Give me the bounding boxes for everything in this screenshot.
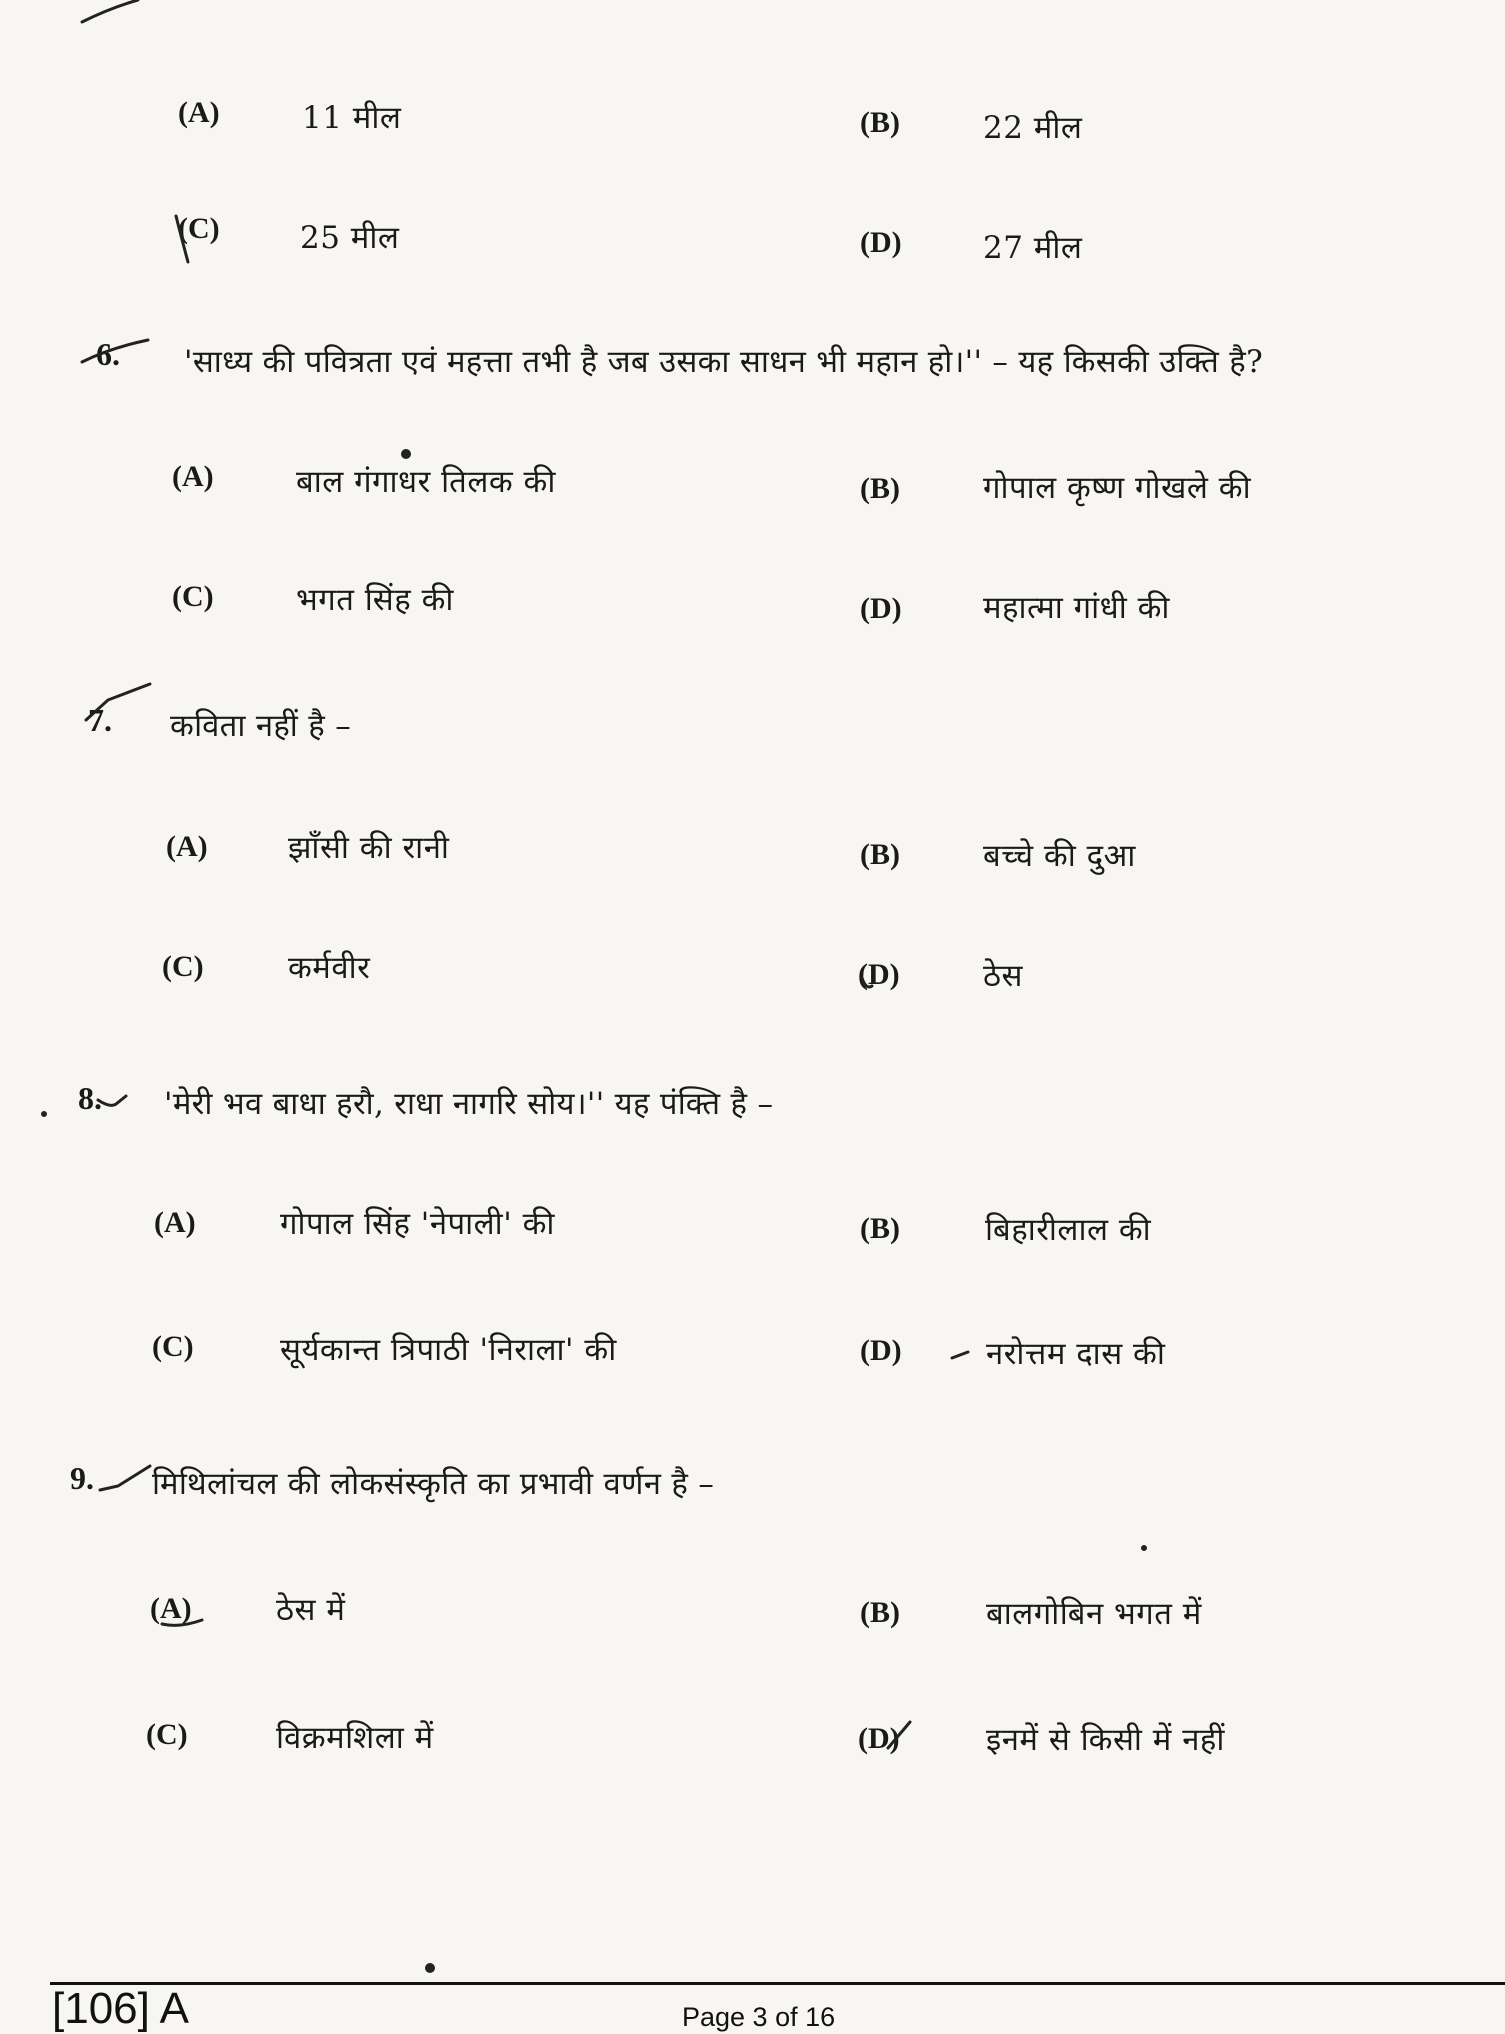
q9-option-b-label: (B) <box>860 1596 900 1629</box>
q6-option-c-label: (C) <box>172 580 214 613</box>
ink-dot-right <box>1141 1545 1147 1551</box>
q6-option-d-label: (D) <box>860 592 902 625</box>
q9-option-c-text: विक्रमशिला में <box>276 1720 434 1756</box>
pen-tick-q9 <box>100 1466 150 1490</box>
q7-option-b-text: बच्चे की दुआ <box>983 838 1136 874</box>
q5-option-b-text: 22 मील <box>983 110 1083 146</box>
pen-tick-q8 <box>98 1096 126 1105</box>
q8-option-d-text: नरोत्तम दास की <box>986 1336 1166 1372</box>
q7-option-c-label: (C) <box>162 950 204 983</box>
q9-option-a-label: (A) <box>150 1592 192 1625</box>
q9-option-d-label: (D) <box>858 1722 900 1755</box>
q9-text: मिथिलांचल की लोकसंस्कृति का प्रभावी वर्णन है – <box>152 1466 715 1502</box>
q9-option-b-text: बालगोबिन भगत में <box>986 1596 1202 1632</box>
q7-option-a-text: झाँसी की रानी <box>288 830 450 866</box>
q7-text: कविता नहीं है – <box>170 708 351 744</box>
q7-option-b-label: (B) <box>860 838 900 871</box>
q6-option-b-text: गोपाल कृष्ण गोखले की <box>983 470 1252 506</box>
pen-underline-q9a <box>162 1620 202 1625</box>
q5-option-d-text: 27 मील <box>983 230 1083 266</box>
q8-option-b-text: बिहारीलाल की <box>985 1212 1152 1248</box>
q8-option-a-text: गोपाल सिंह 'नेपाली' की <box>280 1206 555 1242</box>
q9-option-c-label: (C) <box>146 1718 188 1751</box>
q6-option-c-text: भगत सिंह की <box>296 582 454 618</box>
pen-dash-q8d <box>952 1352 968 1358</box>
q8-number: 8. <box>78 1080 102 1116</box>
pen-stroke-q6 <box>82 340 148 362</box>
ink-dot-footer <box>425 1963 435 1973</box>
paper-code: [106] A <box>52 1984 190 2033</box>
q7-number: 7. <box>88 702 112 738</box>
ink-dot-q6a <box>401 449 411 459</box>
q8-option-c-text: सूर्यकान्त त्रिपाठी 'निराला' की <box>280 1332 617 1368</box>
pen-stroke-top <box>82 0 138 22</box>
pen-slash-q9d <box>888 1722 910 1748</box>
q6-option-d-text: महात्मा गांधी की <box>983 590 1170 626</box>
pen-tick-q5c <box>176 216 188 262</box>
q5-option-c-label: (C) <box>178 212 220 245</box>
q6-option-a-label: (A) <box>172 460 214 493</box>
q5-option-b-label: (B) <box>860 106 900 139</box>
q7-option-a-label: (A) <box>166 830 208 863</box>
q8-option-c-label: (C) <box>152 1330 194 1363</box>
q6-text: 'साध्य की पवित्रता एवं महत्ता तभी है जब उसका साधन भी महान हो।'' – यह किसकी उक्ति है? <box>184 344 1263 380</box>
q9-option-d-text: इनमें से किसी में नहीं <box>986 1722 1225 1758</box>
q5-option-a-text: 11 मील <box>302 100 402 136</box>
q9-number: 9. <box>70 1460 94 1496</box>
q6-number: 6. <box>96 336 120 372</box>
q6-option-b-label: (B) <box>860 472 900 505</box>
q8-option-b-label: (B) <box>860 1212 900 1245</box>
q7-option-c-text: कर्मवीर <box>288 950 371 986</box>
q5-option-c-text: 25 मील <box>300 220 400 256</box>
q7-option-d-text: ठेस <box>983 958 1023 994</box>
pen-mark-q7d <box>862 978 872 987</box>
q7-option-d-label: (D) <box>858 958 900 991</box>
ink-dot-q8 <box>41 1111 47 1117</box>
q5-option-d-label: (D) <box>860 226 902 259</box>
q6-option-a-text: बाल गंगाधर तिलक की <box>296 464 556 500</box>
q8-text: 'मेरी भव बाधा हरौ, राधा नागरि सोय।'' यह पंक्ति है – <box>164 1086 774 1122</box>
q9-option-a-text: ठेस में <box>276 1592 346 1628</box>
q5-option-a-label: (A) <box>178 96 220 129</box>
q8-option-a-label: (A) <box>154 1206 196 1239</box>
page-indicator: Page 3 of 16 <box>682 2002 836 2032</box>
q8-option-d-label: (D) <box>860 1334 902 1367</box>
footer-rule <box>50 1982 1505 1985</box>
pen-tick-q7 <box>86 684 150 720</box>
